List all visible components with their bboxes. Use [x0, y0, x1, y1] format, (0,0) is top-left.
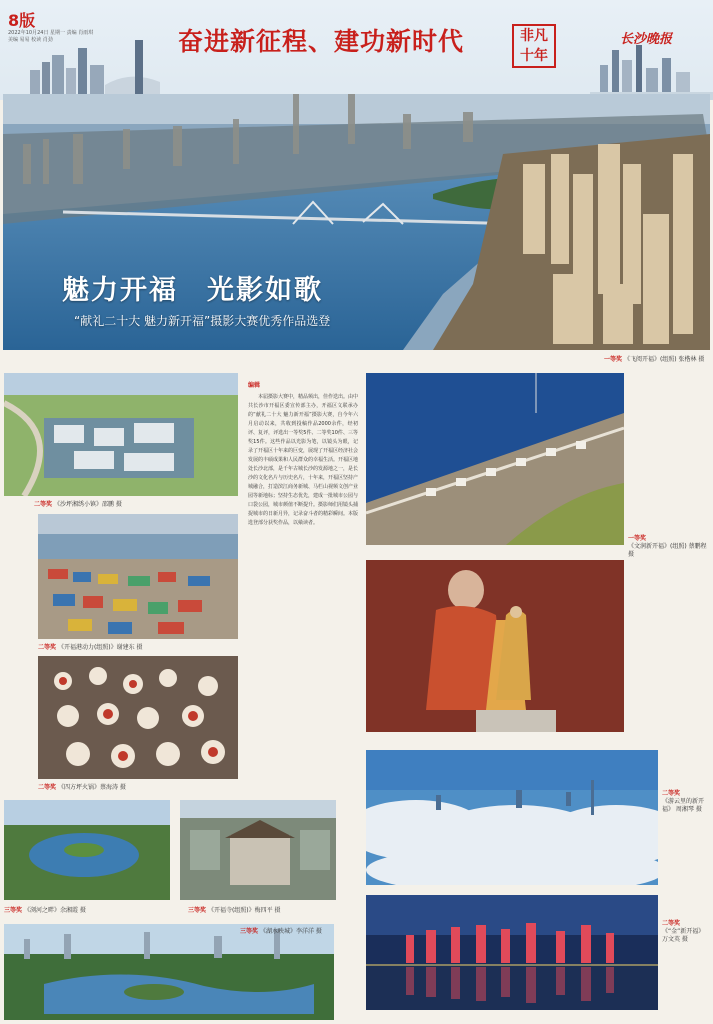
caption-text: 《湖水映城》李洋洋 摄 — [259, 928, 322, 935]
photo-clouds-city — [366, 750, 658, 885]
photo-image — [4, 800, 170, 900]
photo-riverside-cafe — [366, 373, 624, 545]
hero-subtitle: “献礼二十大 魅力新开福”摄影大赛优秀作品选登 — [74, 314, 331, 328]
caption-text: 《浏河之畔》余湘霞 摄 — [23, 907, 86, 914]
article-label: 编辑 — [248, 382, 261, 389]
photo-image — [38, 656, 238, 779]
photo-image — [38, 514, 238, 639]
caption-text: 《开福港动力(组照)》谢建东 摄 — [57, 644, 143, 651]
hero-title: 魅力开福 光影如歌 — [62, 275, 323, 306]
photo-image — [180, 800, 336, 900]
caption-p4 — [4, 905, 86, 914]
caption-p9 — [662, 920, 710, 944]
caption-text: 《文润新开福》(组照) 蔡鹏程 摄 — [628, 543, 707, 558]
headline: 奋进新征程、建功新时代 — [178, 27, 465, 56]
article — [248, 380, 358, 790]
photo-hotpot — [38, 656, 238, 779]
prize-label: 二等奖 — [38, 784, 57, 791]
caption-text: 《开福寺(组照)》梅四平 摄 — [207, 907, 281, 914]
caption-p5 — [188, 905, 281, 914]
prize-label: 二等奖 — [662, 920, 681, 927]
page-number: 8版 — [8, 11, 36, 30]
prize-label: 三等奖 — [240, 928, 259, 935]
caption-text: 《游云里的新开福》 周湘琴 摄 — [662, 798, 705, 813]
prize-label: 二等奖 — [38, 644, 57, 651]
photo-image — [366, 895, 658, 1010]
prize-label: 二等奖 — [662, 790, 681, 797]
prize-label: 二等奖 — [34, 501, 53, 508]
caption-text: 《飞阅开福》(组照) 张楷林 摄 — [623, 356, 705, 363]
caption-text: 《“金”新开福》 万文英 摄 — [662, 928, 705, 943]
photo-image — [366, 750, 658, 885]
prize-label: 一等奖 — [604, 356, 623, 363]
caption-p3 — [38, 782, 126, 791]
photo-kaifu-temple — [180, 800, 336, 900]
photo-xiangxiu-town — [4, 373, 238, 496]
newspaper-logo: 长沙晚报 — [620, 32, 673, 47]
photo-night-city — [366, 895, 658, 1010]
article-body: 本届摄影大赛中，精品频出，佳作迭出。由中共长沙市开福区委宣传部主办，开福区文联承办的“献礼二十大 魅力新开福”摄影大赛，自今年六月启动以来，共收到投稿作品2000余件，经初评、复评，评选出一等奖5件、二等奖10件、三等奖15件。这些作品以光影为笔，以镜头为眼，记录了开福区十年来的巨变，展现了开福区经济社会发展的丰硕成果和人民群众的幸福生活。开福区地处长沙北部，是千年古城长沙的发源地之一，是长沙的文化名片与历史名片，十年来，开福区坚持产城融合，打造滨江商务新城、马栏山视频文创产业园等新地标；坚持生态优先，建成一批城市公园与口袋公园，城市颜值不断提升。摄影师们用镜头捕捉城市的日新月异，记录奋斗者的精彩瞬间。本版选登部分获奖作品，以飨读者。 — [248, 394, 358, 526]
prize-label: 三等奖 — [188, 907, 207, 914]
page-meta: 2022年10月24日 星期一 责编 肖雨琪 美编 易易 校读 肖劲 — [8, 30, 94, 43]
stamp-badge: 非凡十年 — [512, 24, 556, 68]
photo-kaifu-port — [38, 514, 238, 639]
photo-image — [366, 373, 624, 545]
skyline-right-illustration — [590, 40, 713, 100]
photo-image — [4, 373, 238, 496]
photo-image — [4, 924, 334, 1020]
photo-image — [366, 560, 624, 732]
caption-text: 《沙坪湘绣小镇》邵鹏 摄 — [53, 501, 122, 508]
skyline-left-illustration — [30, 40, 160, 100]
hero-caption — [604, 354, 704, 363]
caption-p1 — [34, 499, 122, 508]
photo-liuhe-lake — [4, 800, 170, 900]
caption-p8 — [662, 790, 710, 814]
caption-p7 — [628, 535, 708, 559]
prize-label: 一等奖 — [628, 535, 647, 542]
caption-p2 — [38, 642, 143, 651]
masthead — [0, 0, 713, 100]
caption-text: 《四方坪火锅》蔡海涛 摄 — [57, 784, 126, 791]
photo-museum-figurine — [366, 560, 624, 732]
prize-label: 三等奖 — [4, 907, 23, 914]
photo-lake-city — [4, 924, 334, 1020]
caption-p6 — [240, 926, 322, 935]
